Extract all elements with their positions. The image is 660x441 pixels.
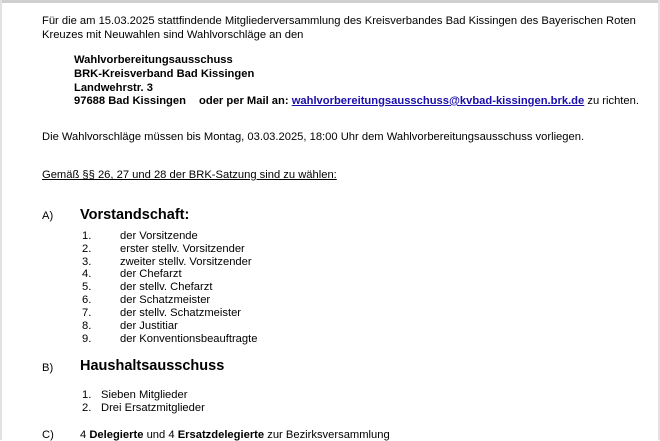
item-number: 2. [82,243,92,255]
item-label: erster stellv. Vorsitzender [120,243,245,255]
address-suffix: zu richten. [587,95,639,107]
item-number: 6. [82,294,92,306]
substitutes-label: Ersatzdelegierte [177,429,265,441]
section-a-letter: A) [42,210,54,222]
item-label: der Schatzmeister [120,294,211,306]
statute-heading: Gemäß §§ 26, 27 und 28 der BRK-Satzung sind zu wählen: [42,169,337,181]
section-c-text [80,429,390,441]
delegate-count: 4 [80,429,87,441]
address-line-1: Wahlvorbereitungsausschuss [74,54,233,66]
section-c-letter: C) [42,429,54,441]
item-number: 7. [82,307,92,319]
page-left-border [0,0,2,440]
section-b-letter: B) [42,362,54,374]
item-number: 9. [82,333,92,345]
item-label: der Justitiar [120,320,178,332]
item-label: der Konventionsbeauftragte [120,333,258,345]
item-number: 3. [82,256,92,268]
intro-line-2: Kreuzes mit Neuwahlen sind Wahlvorschläge an den [42,29,304,41]
address-line-3: Landwehrstr. 3 [74,82,153,94]
item-label: Drei Ersatzmitglieder [101,402,205,414]
section-a-title: Vorstandschaft: [80,207,190,223]
item-label: der stellv. Chefarzt [120,281,213,293]
and-text: und [146,429,166,441]
item-number: 1. [82,389,92,401]
substitute-count: 4 [168,429,175,441]
item-label: der Chefarzt [120,268,182,280]
address-line-2: BRK-Kreisverband Bad Kissingen [74,68,255,80]
address-city: 97688 Bad Kissingen [74,95,186,107]
item-number: 8. [82,320,92,332]
page-top-border [0,0,660,3]
mail-prefix: oder per Mail an: [199,95,289,107]
item-label: der Vorsitzende [120,230,198,242]
item-label: zweiter stellv. Vorsitzender [120,256,252,268]
email-link[interactable]: wahlvorbereitungsausschuss@kvbad-kissingen.brk.de [291,95,585,107]
item-number: 2. [82,402,92,414]
item-label: der stellv. Schatzmeister [120,307,242,319]
address-city-row [74,95,639,107]
delegates-label: Delegierte [89,429,144,441]
item-number: 5. [82,281,92,293]
item-number: 1. [82,230,92,242]
assembly-text: zur Bezirksversammlung [267,429,390,441]
item-number: 4. [82,268,92,280]
intro-line-1: Für die am 15.03.2025 stattfindende Mitgliederversammlung des Kreisverbandes Bad Kissingen des Bayerischen Roten [42,15,636,27]
item-label: Sieben Mitglieder [101,389,188,401]
section-b-title: Haushaltsausschuss [80,358,225,374]
deadline-text: Die Wahlvorschläge müssen bis Montag, 03.03.2025, 18:00 Uhr dem Wahlvorbereitungsausschuss vorliegen. [42,131,585,143]
